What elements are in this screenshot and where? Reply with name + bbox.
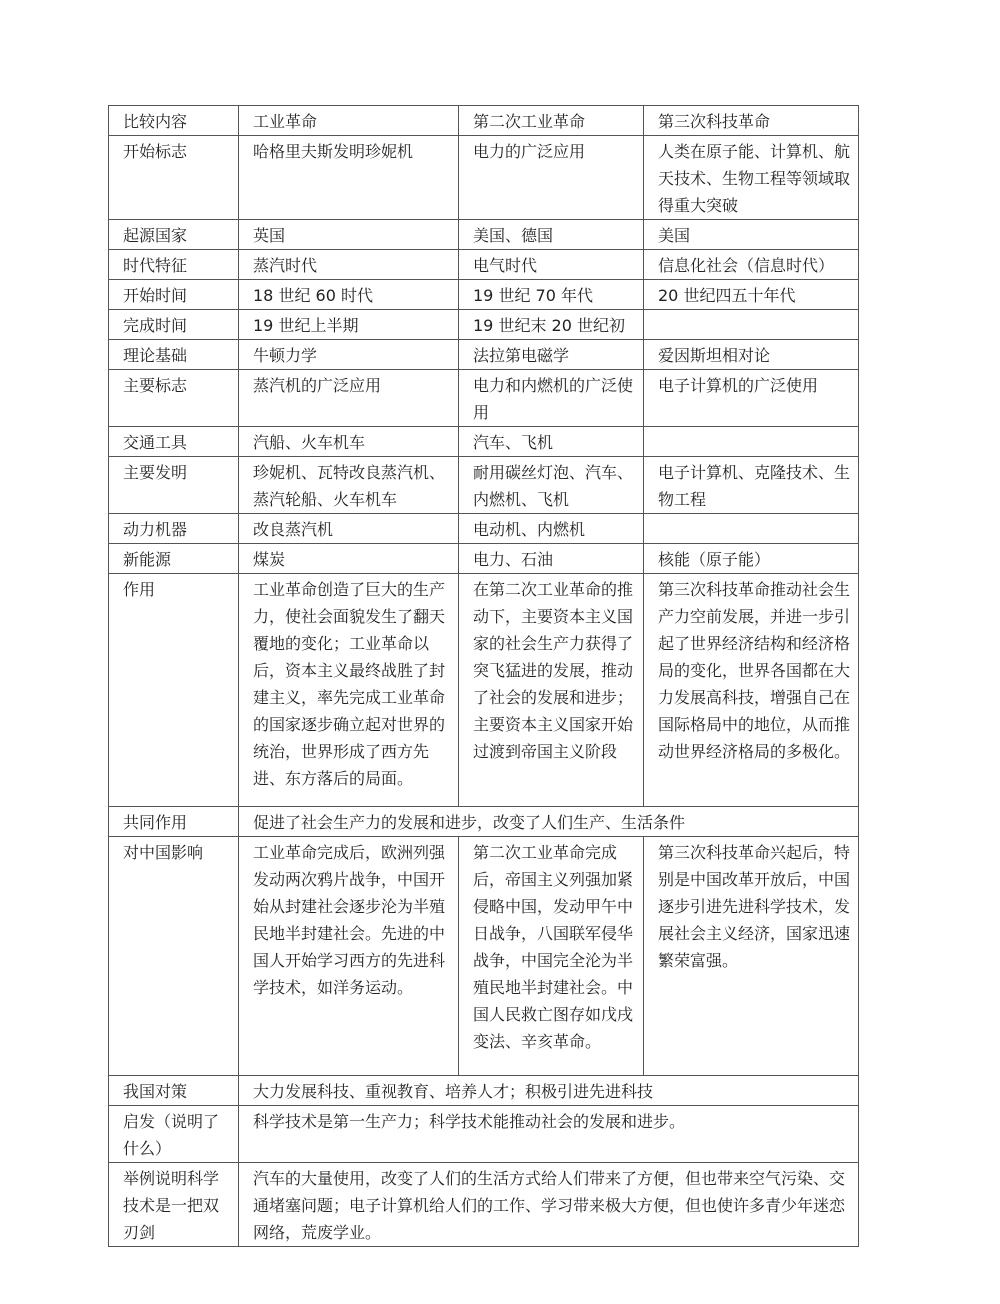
row-label: 我国对策 (109, 1076, 239, 1106)
table-row (109, 427, 859, 457)
table-cell: 汽船、火车机车 (239, 427, 459, 457)
table-row (109, 370, 859, 427)
table-cell: 19 世纪上半期 (239, 310, 459, 340)
table-cell: 工业革命创造了巨大的生产力，使社会面貌发生了翻天覆地的变化；工业革命以后，资本主义最终战胜了封建主义，率先完成工业革命的国家逐步确立起对世界的统治，世界形成了西方先进、东方落后的局面。 (239, 574, 459, 807)
table-row (109, 574, 859, 807)
merged-cell: 汽车的大量使用，改变了人们的生活方式给人们带来了方便，但也带来空气污染、交通堵塞问题；电子计算机给人们的工作、学习带来极大方便，但也使许多青少年迷恋网络，荒废学业。 (239, 1163, 859, 1247)
table-cell (644, 514, 859, 544)
table-cell: 法拉第电磁学 (459, 340, 644, 370)
table-cell: 信息化社会（信息时代） (644, 250, 859, 280)
row-label: 新能源 (109, 544, 239, 574)
table-cell: 第三次科技革命兴起后，特别是中国改革开放后，中国逐步引进先进科学技术，发展社会主义经济，国家迅速繁荣富强。 (644, 837, 859, 1076)
table-cell: 爱因斯坦相对论 (644, 340, 859, 370)
table-cell: 19 世纪 70 年代 (459, 280, 644, 310)
table-cell: 蒸汽机的广泛应用 (239, 370, 459, 427)
row-label: 理论基础 (109, 340, 239, 370)
row-label: 作用 (109, 574, 239, 807)
table-row (109, 457, 859, 514)
row-label: 起源国家 (109, 220, 239, 250)
table-cell: 20 世纪四五十年代 (644, 280, 859, 310)
table-cell: 19 世纪末 20 世纪初 (459, 310, 644, 340)
table-row (109, 514, 859, 544)
merged-cell: 科学技术是第一生产力；科学技术能推动社会的发展和进步。 (239, 1106, 859, 1163)
table-cell: 电子计算机的广泛使用 (644, 370, 859, 427)
table-cell: 汽车、飞机 (459, 427, 644, 457)
row-label: 动力机器 (109, 514, 239, 544)
merged-cell: 促进了社会生产力的发展和进步，改变了人们生产、生活条件 (239, 807, 859, 837)
table-cell (644, 427, 859, 457)
table-cell: 电力和内燃机的广泛使用 (459, 370, 644, 427)
table-row (109, 250, 859, 280)
table-cell: 电子计算机、克隆技术、生物工程 (644, 457, 859, 514)
row-label: 主要标志 (109, 370, 239, 427)
table-cell: 核能（原子能） (644, 544, 859, 574)
table-cell: 电动机、内燃机 (459, 514, 644, 544)
table-cell: 人类在原子能、计算机、航天技术、生物工程等领域取得重大突破 (644, 136, 859, 220)
row-label: 共同作用 (109, 807, 239, 837)
table-cell: 电力的广泛应用 (459, 136, 644, 220)
table-cell: 电气时代 (459, 250, 644, 280)
header-cell: 工业革命 (239, 106, 459, 136)
row-label: 时代特征 (109, 250, 239, 280)
table-row (109, 136, 859, 220)
table-cell: 耐用碳丝灯泡、汽车、内燃机、飞机 (459, 457, 644, 514)
row-label: 对中国影响 (109, 837, 239, 1076)
table-row (109, 340, 859, 370)
table-cell: 第二次工业革命完成后，帝国主义列强加紧侵略中国，发动甲午中日战争，八国联军侵华战争，中国完全沦为半殖民地半封建社会。中国人民救亡图存如戊戌变法、辛亥革命。 (459, 837, 644, 1076)
table-cell: 牛顿力学 (239, 340, 459, 370)
row-label: 主要发明 (109, 457, 239, 514)
table-cell: 美国 (644, 220, 859, 250)
table-cell: 珍妮机、瓦特改良蒸汽机、蒸汽轮船、火车机车 (239, 457, 459, 514)
table-row (109, 807, 859, 837)
table-cell: 第三次科技革命推动社会生产力空前发展，并进一步引起了世界经济结构和经济格局的变化，世界各国都在大力发展高科技，增强自己在国际格局中的地位，从而推动世界经济格局的多极化。 (644, 574, 859, 807)
table-row (109, 837, 859, 1076)
row-label: 启发（说明了什么） (109, 1106, 239, 1163)
row-label: 开始时间 (109, 280, 239, 310)
table-cell (644, 310, 859, 340)
table-cell: 英国 (239, 220, 459, 250)
row-label: 举例说明科学技术是一把双刃剑 (109, 1163, 239, 1247)
table-row (109, 220, 859, 250)
row-label: 交通工具 (109, 427, 239, 457)
table-cell: 电力、石油 (459, 544, 644, 574)
table-cell: 工业革命完成后，欧洲列强发动两次鸦片战争，中国开始从封建社会逐步沦为半殖民地半封建社会。先进的中国人开始学习西方的先进科学技术，如洋务运动。 (239, 837, 459, 1076)
table-cell: 18 世纪 60 时代 (239, 280, 459, 310)
table-cell: 哈格里夫斯发明珍妮机 (239, 136, 459, 220)
merged-cell: 大力发展科技、重视教育、培养人才；积极引进先进科技 (239, 1076, 859, 1106)
comparison-table (108, 105, 859, 1247)
table-cell: 改良蒸汽机 (239, 514, 459, 544)
header-cell: 比较内容 (109, 106, 239, 136)
header-cell: 第三次科技革命 (644, 106, 859, 136)
table-cell: 蒸汽时代 (239, 250, 459, 280)
table-cell: 在第二次工业革命的推动下，主要资本主义国家的社会生产力获得了突飞猛进的发展，推动了社会的发展和进步；主要资本主义国家开始过渡到帝国主义阶段 (459, 574, 644, 807)
table-row (109, 544, 859, 574)
table-row (109, 280, 859, 310)
header-cell: 第二次工业革命 (459, 106, 644, 136)
table-row (109, 310, 859, 340)
header-row (109, 106, 859, 136)
table-cell: 美国、德国 (459, 220, 644, 250)
row-label: 完成时间 (109, 310, 239, 340)
table-row (109, 1076, 859, 1106)
table-row (109, 1163, 859, 1247)
table-row (109, 1106, 859, 1163)
table-cell: 煤炭 (239, 544, 459, 574)
row-label: 开始标志 (109, 136, 239, 220)
